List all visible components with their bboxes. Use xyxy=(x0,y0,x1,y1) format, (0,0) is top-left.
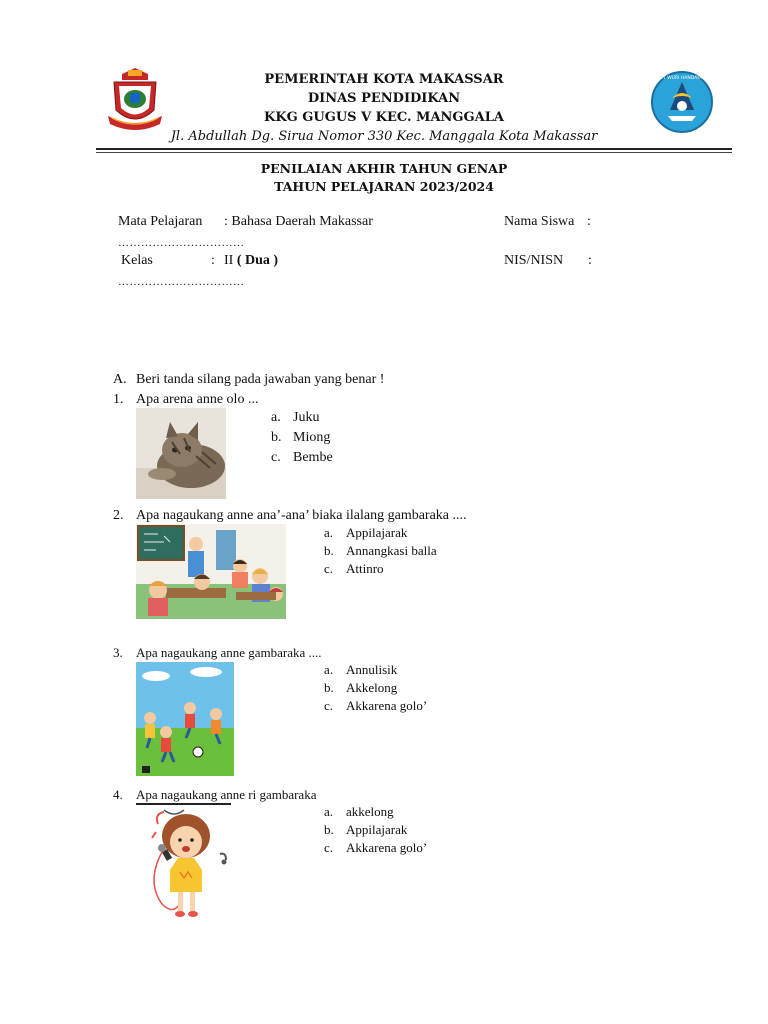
option-text: Juku xyxy=(293,410,320,425)
subject-label: Mata Pelajaran xyxy=(118,214,203,229)
option-key: c. xyxy=(324,698,334,713)
exam-title-line-1: PENILAIAN AKHIR TAHUN GENAP xyxy=(260,161,508,176)
question-3-option-b[interactable] xyxy=(324,680,397,696)
section-letter: A. xyxy=(113,372,127,387)
question-3-text: Apa nagaukang anne gambaraka .... xyxy=(136,645,322,660)
class-value-word: ( Dua ) xyxy=(236,253,279,268)
letterhead-divider xyxy=(96,148,732,150)
question-4-text: Apa nagaukang anne ri gambaraka xyxy=(136,787,317,802)
option-text: Miong xyxy=(293,430,331,445)
class-value xyxy=(224,253,278,269)
section-instruction: Beri tanda silang pada jawaban yang benar ! xyxy=(136,372,385,387)
option-key: a. xyxy=(271,410,281,425)
question-3-option-c[interactable] xyxy=(324,698,427,714)
question-1-number: 1. xyxy=(113,392,124,407)
option-key: c. xyxy=(324,561,334,576)
option-key: b. xyxy=(271,430,282,445)
nis-label: NIS/NISN xyxy=(504,253,564,268)
student-name-colon: : xyxy=(587,214,591,229)
option-text: Appilajarak xyxy=(346,525,408,540)
logo-motto-text: TUT WURI HANDAYANI xyxy=(657,76,707,81)
option-text: Akkarena golo’ xyxy=(346,840,428,855)
question-4-option-a[interactable] xyxy=(324,804,394,820)
option-text: Annulisik xyxy=(346,662,398,677)
question-3-option-a[interactable] xyxy=(324,662,397,678)
subject-value: : Bahasa Daerah Makassar xyxy=(224,214,373,229)
question-2-option-b[interactable] xyxy=(324,543,437,559)
question-4-option-c[interactable] xyxy=(324,840,427,856)
question-1-option-c[interactable] xyxy=(271,450,333,466)
option-key: b. xyxy=(324,822,334,837)
question-2-text: Apa nagaukang anne ana’-ana’ biaka ilalang gambaraka .... xyxy=(136,508,467,523)
question-4-underline xyxy=(136,803,231,805)
exam-title xyxy=(0,160,768,196)
option-text: Akkelong xyxy=(346,680,398,695)
letterhead xyxy=(0,70,768,146)
option-key: b. xyxy=(324,543,334,558)
classroom-illustration xyxy=(136,524,286,619)
student-name-label: Nama Siswa xyxy=(504,214,575,229)
option-key: a. xyxy=(324,662,334,677)
question-1-option-a[interactable] xyxy=(271,410,319,426)
student-name-blank: …………………………… xyxy=(118,237,245,249)
nis-colon: : xyxy=(588,253,592,268)
option-text: Annangkasi balla xyxy=(346,543,437,558)
class-label: Kelas xyxy=(121,253,153,268)
letterhead-divider-thin xyxy=(96,152,732,153)
question-1-option-b[interactable] xyxy=(271,430,330,446)
option-key: c. xyxy=(324,840,334,855)
question-3-number: 3. xyxy=(113,645,123,660)
cat-photo xyxy=(136,408,226,499)
option-text: Appilajarak xyxy=(346,822,408,837)
class-value-numeral: II xyxy=(224,253,234,268)
letterhead-address: Jl. Abdullah Dg. Sirua Nomor 330 Kec. Manggala Kota Makassar xyxy=(170,129,598,144)
kids-playing-soccer-illustration xyxy=(136,662,234,776)
option-key: c. xyxy=(271,450,281,465)
option-key: b. xyxy=(324,680,334,695)
class-colon: : xyxy=(211,253,215,268)
question-1-text: Apa arena anne olo ... xyxy=(136,392,259,407)
option-text: akkelong xyxy=(346,804,394,819)
option-text: Akkarena golo’ xyxy=(346,698,428,713)
exam-title-line-2: TAHUN PELAJARAN 2023/2024 xyxy=(274,179,494,194)
letterhead-line-2: DINAS PENDIDIKAN xyxy=(307,91,461,106)
option-text: Bembe xyxy=(293,450,333,465)
letterhead-line-3: KKG GUGUS V KEC. MANGGALA xyxy=(264,110,504,125)
question-4-number: 4. xyxy=(113,787,123,802)
option-key: a. xyxy=(324,525,334,540)
question-2-option-a[interactable] xyxy=(324,525,407,541)
nis-blank: …………………………… xyxy=(118,276,245,288)
option-text: Attinro xyxy=(346,561,384,576)
option-key: a. xyxy=(324,804,334,819)
girl-singing-illustration xyxy=(140,806,232,920)
question-2-option-c[interactable] xyxy=(324,561,384,577)
letterhead-line-1: PEMERINTAH KOTA MAKASSAR xyxy=(264,72,504,87)
question-4-option-b[interactable] xyxy=(324,822,407,838)
question-2-number: 2. xyxy=(113,508,124,523)
